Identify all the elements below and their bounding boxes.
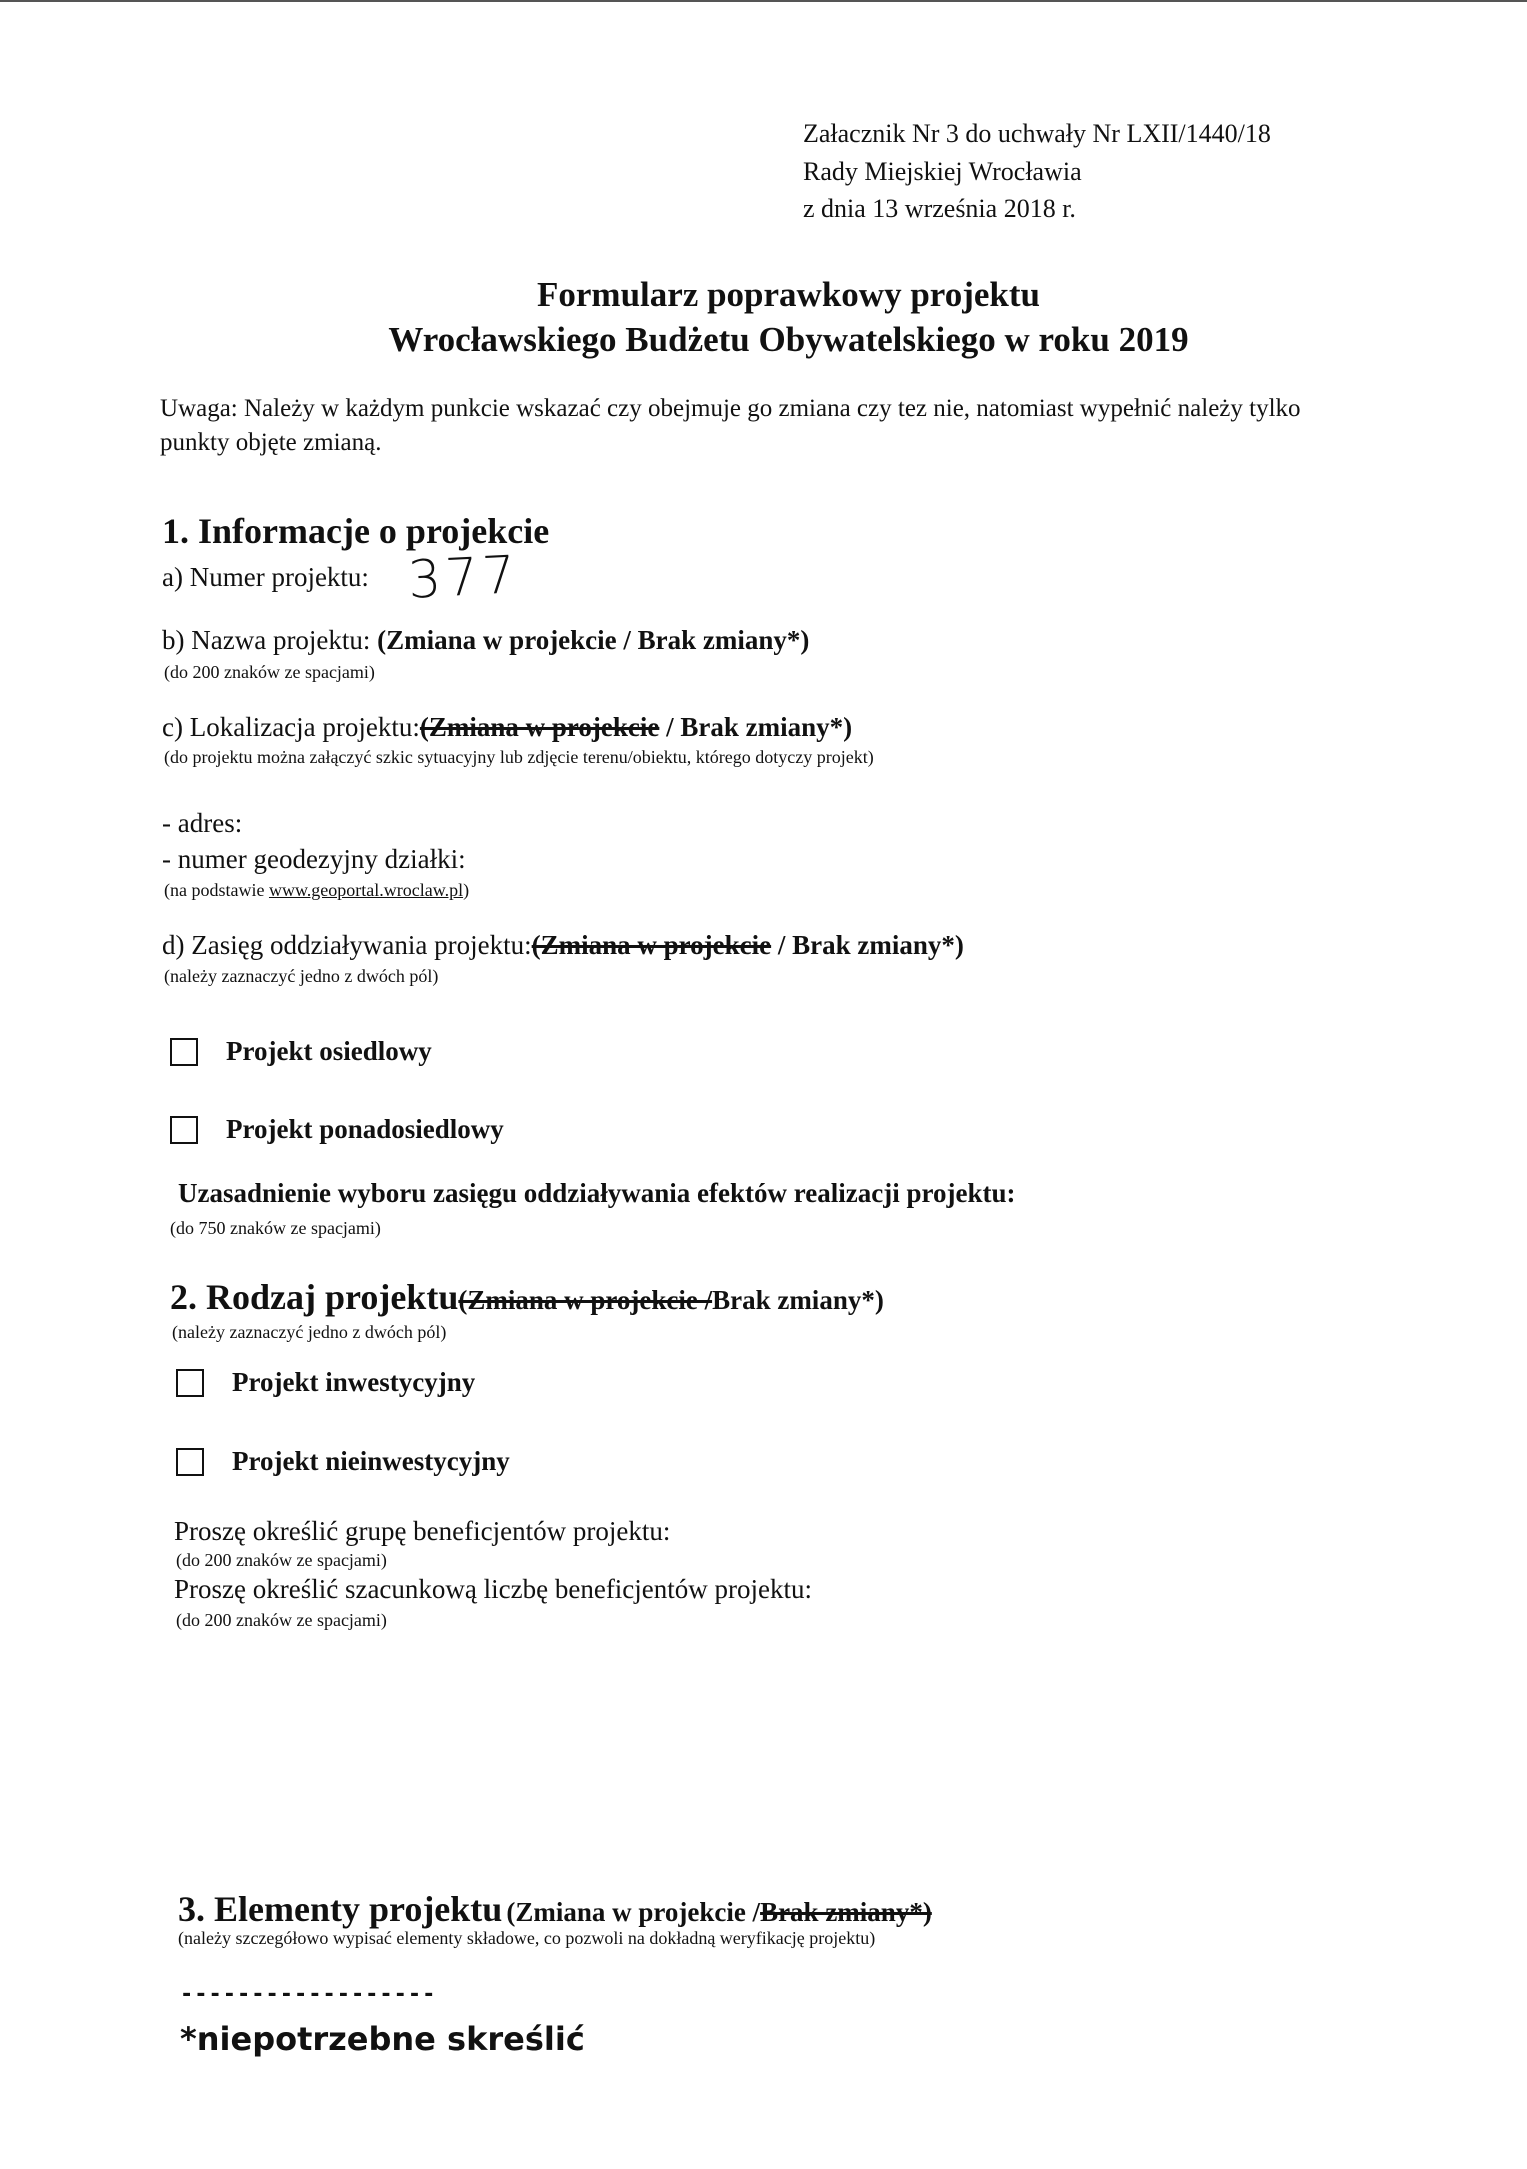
footer-separator: ------------------ xyxy=(180,1982,437,2007)
attachment-line-2: Rady Miejskiej Wrocławia xyxy=(803,157,1082,186)
project-range-option: / Brak zmiany*) xyxy=(777,930,964,960)
nieinwestycyjny-checkbox[interactable] xyxy=(176,1448,204,1476)
section-2-heading-row xyxy=(170,1276,884,1318)
project-location-label: c) Lokalizacja projektu: xyxy=(162,712,420,742)
attachment-line-1: Załacznik Nr 3 do uchwały Nr LXII/1440/18 xyxy=(803,119,1271,148)
section-2-struck-option: (Zmiana w projekcie / xyxy=(458,1285,713,1315)
project-name-hint: (do 200 znaków ze spacjami) xyxy=(164,662,375,682)
ponadosiedlowy-label: Projekt ponadosiedlowy xyxy=(226,1114,504,1144)
section-3-heading-row xyxy=(178,1888,932,1930)
section-3-hint: (należy szczegółowo wypisać elementy składowe, co pozwoli na dokładną weryfikację projektu) xyxy=(178,1928,876,1948)
project-number-label: a) Numer projektu: xyxy=(162,562,369,592)
section-3-option: (Zmiana w projekcie / xyxy=(506,1897,761,1927)
project-location-option: / Brak zmiany*) xyxy=(666,712,853,742)
inwestycyjny-checkbox[interactable] xyxy=(176,1369,204,1397)
section-3-struck-option: Brak zmiany*) xyxy=(760,1897,932,1927)
parcel-number-label: - numer geodezyjny działki: xyxy=(162,844,466,874)
option-inwestycyjny-row xyxy=(176,1367,475,1398)
form-title-line-1: Formularz poprawkowy projektu xyxy=(537,275,1040,314)
project-number-handwritten: 377 xyxy=(406,545,521,611)
section-2-heading: 2. Rodzaj projektu xyxy=(170,1277,459,1317)
footer-note: *niepotrzebne skreślić xyxy=(180,2020,585,2058)
section-3-heading: 3. Elementy projektu xyxy=(178,1889,503,1929)
beneficiaries-count-hint: (do 200 znaków ze spacjami) xyxy=(176,1610,387,1630)
project-range-struck-option: (Zmiana w projekcie xyxy=(531,930,772,960)
address-label: - adres: xyxy=(162,808,243,838)
option-ponadosiedlowy-row xyxy=(170,1114,504,1145)
nieinwestycyjny-label: Projekt nieinwestycyjny xyxy=(232,1446,510,1476)
beneficiaries-group-label: Proszę określić grupę beneficjentów projektu: xyxy=(174,1516,671,1546)
attachment-line-3: z dnia 13 września 2018 r. xyxy=(803,194,1076,223)
ponadosiedlowy-checkbox[interactable] xyxy=(170,1116,198,1144)
inwestycyjny-label: Projekt inwestycyjny xyxy=(232,1367,476,1397)
option-nieinwestycyjny-row xyxy=(176,1446,510,1477)
project-range-row xyxy=(162,930,964,961)
section-2-hint: (należy zaznaczyć jedno z dwóch pól) xyxy=(172,1322,447,1342)
project-range-hint: (należy zaznaczyć jedno z dwóch pól) xyxy=(164,966,439,986)
beneficiaries-count-label: Proszę określić szacunkową liczbę beneficjentów projektu: xyxy=(174,1574,813,1604)
osiedlowy-label: Projekt osiedlowy xyxy=(226,1036,432,1066)
project-range-label: d) Zasięg oddziaływania projektu: xyxy=(162,930,532,960)
scan-top-border xyxy=(0,0,1527,2)
range-justification-label: Uzasadnienie wyboru zasięgu oddziaływania efektów realizacji projektu: xyxy=(178,1178,1016,1208)
section-2-option: Brak zmiany*) xyxy=(712,1285,884,1315)
project-name-options: (Zmiana w projekcie / Brak zmiany*) xyxy=(377,625,810,655)
project-location-row xyxy=(162,712,852,743)
parcel-hint-prefix: (na podstawie xyxy=(164,880,269,900)
form-title-line-2: Wrocławskiego Budżetu Obywatelskiego w roku 2019 xyxy=(388,320,1189,359)
section-1-heading: 1. Informacje o projekcie xyxy=(162,511,550,551)
parcel-hint-suffix: ) xyxy=(463,880,470,900)
project-location-struck-option: (Zmiana w projekcie xyxy=(419,712,660,742)
geoportal-link[interactable]: www.geoportal.wroclaw.pl xyxy=(268,880,464,900)
parcel-hint xyxy=(164,880,469,901)
project-location-hint: (do projektu można załączyć szkic sytuacyjny lub zdjęcie terenu/obiektu, którego dotyczy projekt) xyxy=(164,747,874,767)
option-osiedlowy-row xyxy=(170,1036,432,1067)
project-name-label: b) Nazwa projektu: xyxy=(162,625,371,655)
osiedlowy-checkbox[interactable] xyxy=(170,1038,198,1066)
beneficiaries-group-hint: (do 200 znaków ze spacjami) xyxy=(176,1550,387,1570)
project-name-row xyxy=(162,625,809,656)
instruction-note: Uwaga: Należy w każdym punkcie wskazać czy obejmuje go zmiana czy tez nie, natomiast wypełnić należy tylko punkty objęte zmianą. xyxy=(160,395,1301,456)
range-justification-hint: (do 750 znaków ze spacjami) xyxy=(170,1218,381,1238)
